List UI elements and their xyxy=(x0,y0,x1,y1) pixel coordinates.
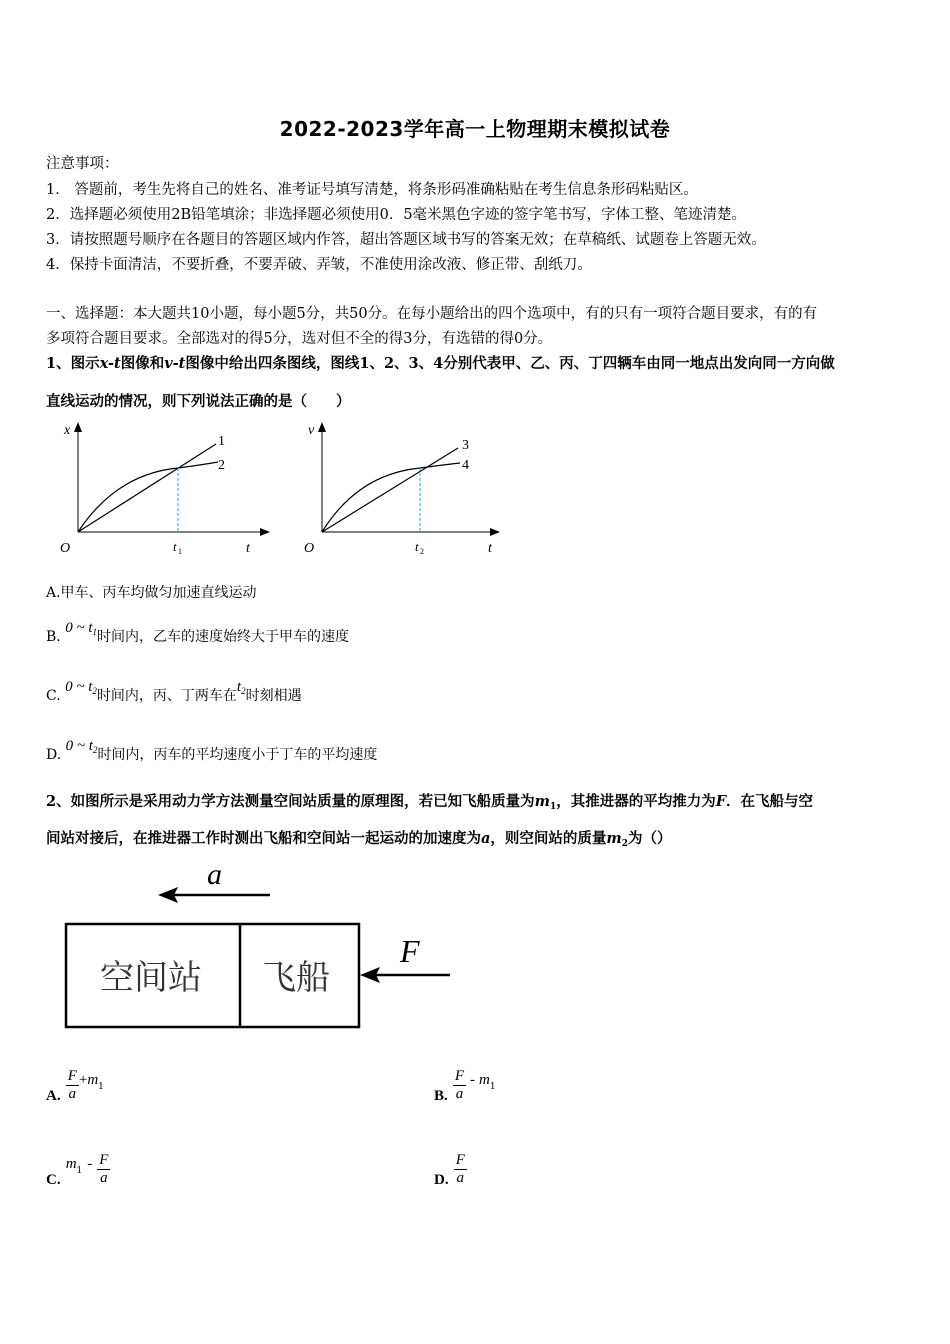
q1-option-b-math-main: 0 ~ t xyxy=(65,620,93,636)
vt-tick-sub: 2 xyxy=(420,547,424,556)
q1-text-a: 1、图示 xyxy=(46,355,100,372)
vt-graph xyxy=(290,418,520,560)
xt-tick: t xyxy=(173,539,177,554)
q1-option-c-math-2-sub: 2 xyxy=(241,686,246,696)
q2-text-d: 间站对接后，在推进器工作时测出飞船和空间站一起运动的加速度为 xyxy=(46,830,481,847)
q2-stem-line-1 xyxy=(46,790,813,812)
vt-t-arrow-icon xyxy=(490,528,500,536)
q2-option-a-m: m xyxy=(87,1072,99,1088)
q1-option-d-text: 时间内，丙车的平均速度小于丁车的平均速度 xyxy=(97,747,378,763)
xt-x-arrow-icon xyxy=(74,422,82,432)
q1-option-b-label: B. xyxy=(46,629,61,645)
accel-label: a xyxy=(207,858,222,891)
vt-v-arrow-icon xyxy=(318,422,326,432)
notice-item-2: 2．选择题必须使用2B铅笔填涂；非选择题必须使用0．5毫米黑色字迹的签字笔书写，字体工整、笔迹清楚。 xyxy=(46,207,747,223)
q2-option-b-m: m xyxy=(479,1072,490,1088)
q2-text-e: ，则空间站的质量 xyxy=(490,830,607,847)
q2-text-b: ，其推进器的平均推力为 xyxy=(556,793,716,810)
q2-option-b-frac xyxy=(453,1068,466,1103)
vt-label-3: 3 xyxy=(462,438,469,453)
q1-option-c-math-sub: 2 xyxy=(92,686,97,696)
notice-item-4: 4．保持卡面清洁，不要折叠，不要弄破、弄皱，不准使用涂改液、修正带、刮纸刀。 xyxy=(46,257,592,273)
xt-y-label: x xyxy=(64,423,71,438)
vt-label-4: 4 xyxy=(462,458,469,473)
section-intro-line-1: 一、选择题：本大题共10小题，每小题5分，共50分。在每小题给出的四个选项中，有的只有一项符合题目要求，有的有 xyxy=(46,306,818,322)
vt-tick: t xyxy=(415,539,419,554)
q1-text-b: 图像和 xyxy=(120,355,165,372)
q1-xt: x-t xyxy=(99,355,121,372)
q1-option-c[interactable] xyxy=(46,679,302,705)
q2-m1-sub: 1 xyxy=(549,802,557,812)
q2-option-d-label: D. xyxy=(434,1172,449,1188)
q1-stem-line-1 xyxy=(46,352,835,373)
q1-option-c-math-2-main: t xyxy=(236,679,242,695)
q2-option-c[interactable] xyxy=(46,1152,110,1187)
q2-option-a-num: F xyxy=(67,1068,77,1084)
q2-option-c-op: - xyxy=(87,1156,93,1172)
q2-option-c-label: C. xyxy=(46,1172,61,1188)
xt-graph xyxy=(46,418,276,560)
q2-option-b-op: - xyxy=(470,1072,476,1088)
page-title: 2022-2023学年高一上物理期末模拟试卷 xyxy=(279,117,671,141)
q2-option-d-den: a xyxy=(456,1170,465,1186)
xt-x-label: t xyxy=(246,541,250,556)
q2-option-a-op: + xyxy=(78,1072,88,1088)
q2-option-b-label: B. xyxy=(434,1088,448,1104)
vt-origin: O xyxy=(304,541,315,556)
q1-option-b-math-sub: 1 xyxy=(92,627,97,637)
q1-text-c: 图像中给出四条图线，图线1、2、3、4分别代表甲、乙、丙、丁四辆车由同一地点出发向同一方向做 xyxy=(185,355,835,372)
xt-label-2: 2 xyxy=(218,458,225,473)
q2-a: a xyxy=(481,830,491,847)
q1-option-d-math xyxy=(66,738,98,754)
q2-text-a: 2、如图所示是采用动力学方法测量空间站质量的原理图，若已知飞船质量为 xyxy=(46,793,535,810)
vt-curve-4 xyxy=(322,463,460,532)
ship-label: 飞船 xyxy=(262,960,330,997)
xt-origin: O xyxy=(60,541,71,556)
vt-line-3 xyxy=(322,448,458,532)
q2-m1: m xyxy=(534,793,550,810)
notice-heading: 注意事项： xyxy=(46,156,119,172)
q1-stem-line-2: 直线运动的情况，则下列说法正确的是（ ） xyxy=(46,393,351,410)
q2-option-a-sub: 1 xyxy=(98,1082,104,1092)
q2-option-c-sub: 1 xyxy=(76,1166,83,1176)
q1-option-c-text-1: 时间内，丙、丁两车在 xyxy=(96,688,237,704)
station-label: 空间站 xyxy=(100,960,202,997)
q2-option-d-frac xyxy=(454,1152,467,1187)
q2-option-b-num: F xyxy=(454,1068,465,1084)
q2-option-b-den: a xyxy=(455,1086,464,1102)
q2-m2-sub: 2 xyxy=(621,839,629,849)
xt-curve-2 xyxy=(78,462,218,532)
q2-option-a-label: A. xyxy=(46,1088,61,1104)
q1-option-c-math-main: 0 ~ t xyxy=(65,679,93,695)
notice-item-1: 1． 答题前，考生先将自己的姓名、准考证号填写清楚，将条形码准确粘贴在考生信息条形码粘贴区。 xyxy=(46,182,698,198)
q2-m2: m xyxy=(606,830,622,847)
q2-option-a-den: a xyxy=(68,1086,77,1102)
q2-option-c-den: a xyxy=(100,1170,108,1186)
q1-option-c-text-2: 时刻相遇 xyxy=(245,688,302,704)
q1-option-a[interactable]: A.甲车、丙车均做匀加速直线运动 xyxy=(46,585,257,601)
q2-stem-line-2 xyxy=(46,827,672,849)
force-label: F xyxy=(400,933,420,969)
q2-option-a-frac xyxy=(66,1068,79,1103)
q1-option-d[interactable] xyxy=(46,738,378,764)
q1-vt: v-t xyxy=(164,355,186,372)
q2-text-f: 为（） xyxy=(628,830,672,847)
q1-option-c-label: C. xyxy=(46,688,61,704)
section-intro-line-2: 多项符合题目要求。全部选对的得5分，选对但不全的得3分，有选错的得0分。 xyxy=(46,331,553,347)
q2-f: F xyxy=(715,793,726,810)
q1-option-d-label: D. xyxy=(46,747,62,763)
xt-label-1: 1 xyxy=(218,434,225,449)
q1-option-d-math-sub: 2 xyxy=(92,745,98,755)
vt-x-label: t xyxy=(488,541,492,556)
q1-option-c-math xyxy=(65,679,97,695)
xt-line-1 xyxy=(78,444,216,532)
xt-tick-sub: 1 xyxy=(178,547,182,556)
xt-t-arrow-icon xyxy=(260,528,270,536)
q1-option-d-math-main: 0 ~ t xyxy=(65,738,93,754)
q1-option-b-math xyxy=(65,620,97,636)
q2-option-a[interactable] xyxy=(46,1068,104,1103)
q2-option-c-m: m xyxy=(65,1156,77,1172)
station-diagram xyxy=(60,858,460,1036)
q2-option-c-num: F xyxy=(99,1152,109,1168)
q2-option-b[interactable] xyxy=(434,1068,496,1103)
q2-text-c: ．在飞船与空 xyxy=(726,793,813,810)
q1-option-c-math-2 xyxy=(237,679,246,695)
q1-option-b-text: 时间内，乙车的速度始终大于甲车的速度 xyxy=(97,629,349,645)
q1-option-b[interactable] xyxy=(46,620,349,646)
q2-option-c-frac xyxy=(97,1152,110,1187)
q2-option-d[interactable] xyxy=(434,1152,467,1187)
notice-item-3: 3．请按照题号顺序在各题目的答题区域内作答，超出答题区域书写的答案无效；在草稿纸、试题卷上答题无效。 xyxy=(46,232,766,248)
q2-option-d-num: F xyxy=(455,1152,465,1168)
vt-y-label: v xyxy=(308,423,315,438)
q2-option-b-sub: 1 xyxy=(489,1082,496,1092)
